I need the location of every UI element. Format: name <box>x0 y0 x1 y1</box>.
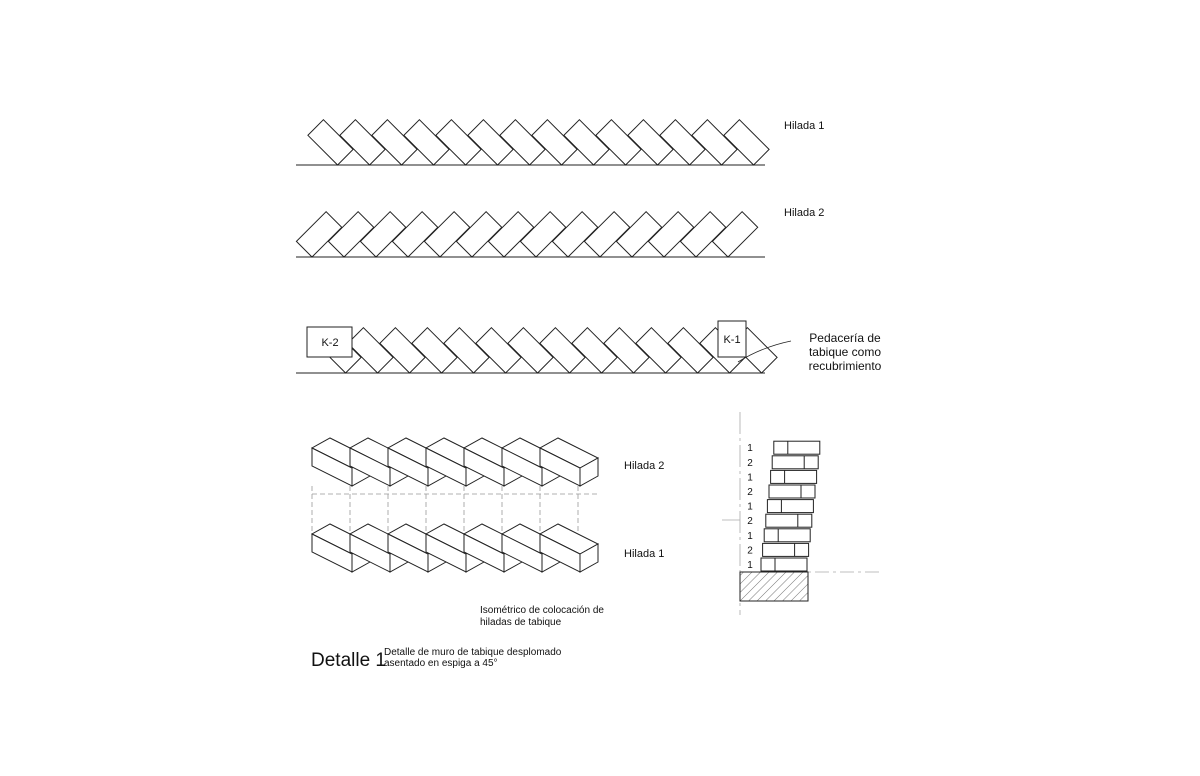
section-course <box>772 456 818 469</box>
hilada-2-elevation <box>296 207 824 257</box>
k1-label: K-1 <box>723 334 741 346</box>
detail-title-block <box>311 647 562 671</box>
iso-hilada-1-label: Hilada 1 <box>624 548 665 560</box>
hilada-1-brick <box>724 120 769 165</box>
section-courses <box>747 441 820 571</box>
iso-caption-line-1: Isométrico de colocación de <box>480 605 604 616</box>
hilada-2-bricks <box>296 212 757 257</box>
wall-section <box>722 412 880 615</box>
section-course <box>774 441 820 454</box>
section-course <box>764 529 810 542</box>
cover-note-line-1: Pedacería de <box>809 331 881 345</box>
detail-title: Detalle 1 <box>311 650 386 671</box>
hilada-2-brick <box>712 212 757 257</box>
cover-elevation <box>296 321 882 373</box>
iso-hilada-2-bricks <box>312 438 598 486</box>
course-number: 2 <box>747 516 753 528</box>
course-number: 1 <box>747 472 753 484</box>
foundation-hatch <box>740 572 808 601</box>
k2-label: K-2 <box>321 337 339 349</box>
section-course <box>766 514 812 527</box>
section-course <box>761 558 807 571</box>
iso-hilada-1-bricks <box>312 524 598 572</box>
hilada-2-label: Hilada 2 <box>784 207 825 219</box>
course-number: 2 <box>747 545 753 557</box>
cover-note-line-2: tabique como <box>808 345 882 359</box>
cover-note-line-3: recubrimiento <box>808 359 882 373</box>
iso-hilada-2-label: Hilada 2 <box>624 460 665 472</box>
section-course <box>769 485 815 498</box>
course-number: 2 <box>747 457 753 469</box>
course-number: 1 <box>747 443 753 455</box>
isometric-view <box>312 438 664 628</box>
course-number: 2 <box>747 487 753 498</box>
iso-caption-line-2: hiladas de tabique <box>480 617 562 628</box>
hilada-1-elevation <box>296 120 824 165</box>
hilada-1-label: Hilada 1 <box>784 120 825 132</box>
course-number: 1 <box>747 530 753 542</box>
detail-description-line-1: Detalle de muro de tabique desplomado <box>384 647 562 658</box>
section-course <box>771 470 817 483</box>
section-course <box>763 543 809 556</box>
course-number: 1 <box>747 560 753 571</box>
detail-description-line-2: asentado en espiga a 45° <box>384 658 498 669</box>
course-number: 1 <box>747 501 753 513</box>
hilada-1-bricks <box>308 120 769 165</box>
cover-row-bricks <box>316 328 777 373</box>
section-course <box>767 500 813 513</box>
